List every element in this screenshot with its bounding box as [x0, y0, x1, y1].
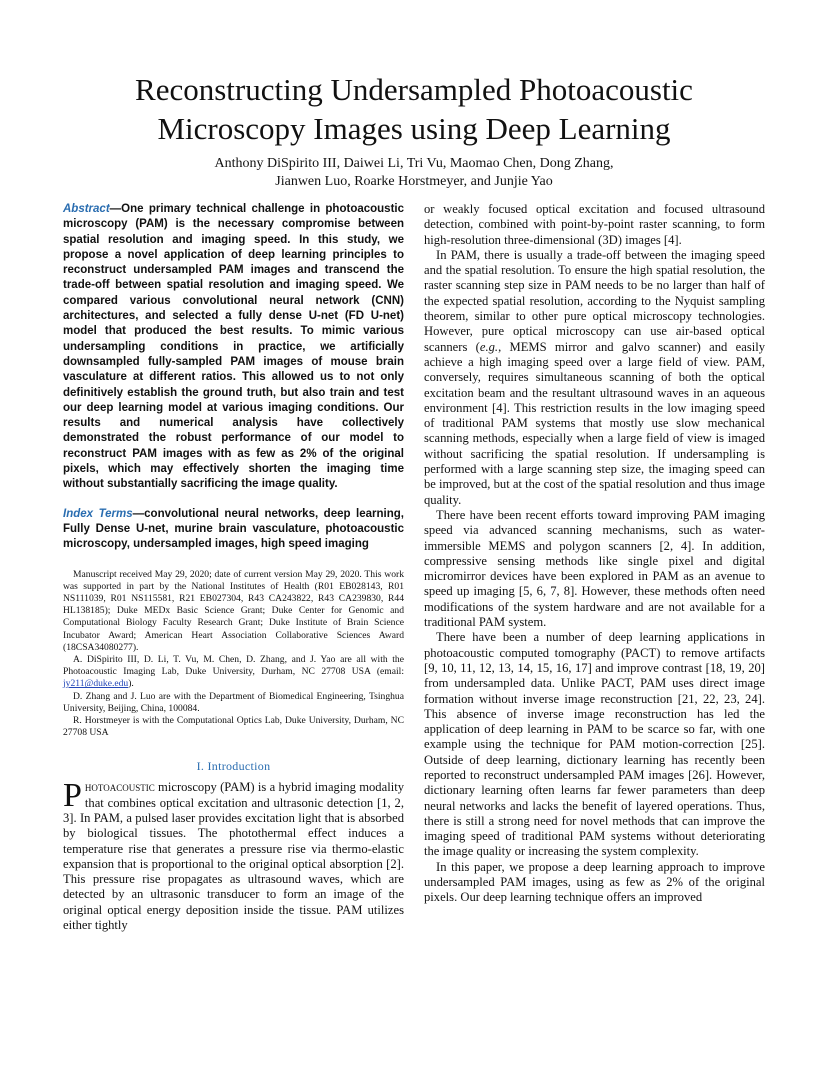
- author-line-1: Anthony DiSpirito III, Daiwei Li, Tri Vu, Maomao Chen, Dong Zhang,: [214, 156, 614, 171]
- footnote-affiliation-1: [63, 654, 404, 691]
- section-heading-introduction: I. Introduction: [196, 759, 271, 774]
- intro-paragraph-5: In this paper, we propose a deep learning approach to improve undersampled PAM images, using as few as 2% of the original pixels. Our deep learning technique offers an improved: [424, 859, 765, 905]
- abstract-text: —One primary technical challenge in photoacoustic microscopy (PAM) is the necessary compromise between spatial resolution and imaging speed. In this study, we propose a novel application of deep learning principles to reconstruct undersampled PAM images and transcend the trade-off between spatial resolution and imaging speed. We compared various convolutional neural network (CNN) architectures, and selected a fully dense U-net (FD U-net) model that produced the best results. To mimic various undersampling conditions in practice, we artificially downsampled fully-sampled PAM images of mouse brain vasculature at different ratios. This allowed us to not only definitively establish the ground truth, but also train and test our deep learning model at various imaging conditions. Our results and numerical analysis have collectively demonstrated the robust performance of our model to reconstruct PAM images with as few as 2% of the original pixels, which may effectively shorten the imaging time without substantially sacrificing the image quality.: [63, 203, 404, 491]
- intro-paragraph-1: [63, 777, 404, 933]
- footnote-manuscript: Manuscript received May 29, 2020; date of current version May 29, 2020. This work was supported in part by the National Institutes of Health (R01 EB028143, R01 NS111039, R01 NS115581, R21 EB027304, R43 CA243822, R43 CA239830, R44 HL138185); Duke MEDx Basic Science Grant; Duke Center for Genomic and Computational Biology Faculty Research Grant; Duke Institute of Brain Science Incubator Award; American Heart Association Collaborative Sciences Award (18CSA34080277).: [63, 568, 404, 653]
- intro-paragraph-4: There have been a number of deep learning applications in photoacoustic computed tomography (PACT) to remove artifacts [9, 10, 11, 12, 13, 14, 15, 16, 17] and improve contrast [18, 19, 20] from undersampled data. Unlike PACT, PAM uses direct image formation without inverse image reconstruction [21, 22, 23, 24]. This absence of inverse image reconstruction has led the application of deep learning in PAM to be scarce so far, with one example using the technique for PAM motion-correction [25]. Outside of deep learning, dictionary learning has recently been reported to reconstruct undersampled PAM images [26]. However, dictionary learning often learns far fewer parameters than deep neural networks and lacks the benefit of layered operations. Thus, there is still a strong need for novel methods that can improve the imaging speed of traditional PAM systems without deteriorating the image quality or increasing the system complexity.: [424, 630, 765, 859]
- footnote-affiliation-2: D. Zhang and J. Luo are with the Department of Biomedical Engineering, Tsinghua University, Beijing, China, 100084.: [63, 690, 404, 714]
- index-terms-label: Index Terms: [63, 507, 133, 520]
- email-link[interactable]: jy211@duke.edu: [63, 678, 129, 690]
- footnote-affiliation-1-end: ).: [128, 678, 134, 690]
- intro-paragraph-3: There have been recent efforts toward improving PAM imaging speed via advanced scanning mechanisms, such as water-immersible MEMS and polygon scanners [2, 4]. In addition, compressive sensing methods like single pixel and digital micromirror devices have been explored in PAM as an avenue to speed up imaging [5, 6, 7, 8]. However, these methods often need modifications of the system hardware and are not available for a traditional PAM system.: [424, 507, 765, 630]
- intro-paragraph-2: [424, 248, 765, 508]
- intro-paragraph-1-text: microscopy (PAM) is a hybrid imaging modality that combines optical excitation and ultrasonic detection [1, 2, 3]. In PAM, a pulsed laser provides excitation light that is absorbed by biological tissues. The photothermal effect induces a temperature rise that generates a pressure rise via thermo-elastic expansion that is proportional to the original optical absorption [2]. This pressure rise propagates as ultrasound waves, which are detected by an ultrasonic transducer to form an image of the original optical energy deposition inside the tissue. PAM utilizes either tightly: [63, 780, 404, 933]
- right-column: [424, 202, 765, 906]
- eg-abbrev: e.g.: [479, 339, 499, 354]
- index-terms: [63, 507, 404, 553]
- index-terms-text: —convolutional neural networks, deep learning, Fully Dense U-net, murine brain vasculature, photoacoustic microscopy, undersampled images, high speed imaging: [63, 507, 404, 551]
- paper-title: [40, 70, 788, 148]
- paper-title-line-2: Microscopy Images using Deep Learning: [157, 111, 671, 146]
- author-list: [40, 155, 788, 191]
- left-column: [63, 202, 404, 933]
- footnote-affiliation-1-text: A. DiSpirito III, D. Li, T. Vu, M. Chen, D. Zhang, and J. Yao are all with the Photoacoustic Imaging Lab, Duke University, Durham, NC 27708 USA (email:: [63, 653, 404, 678]
- drop-cap: P: [63, 777, 82, 815]
- lead-word: hotoacoustic: [84, 780, 155, 795]
- intro-paragraph-1-continued: or weakly focused optical excitation and focused ultrasound detection, combined with point-by-point raster scanning, to form high-resolution three-dimensional (3D) images [4].: [424, 202, 765, 247]
- paper-title-line-1: Reconstructing Undersampled Photoacoustic: [135, 72, 693, 107]
- intro-paragraph-2-part-b: , MEMS mirror and galvo scanner) and easily achieve a high imaging speed over a large field of view. PAM, conversely, requires simultaneous scanning of both the optical excitation beam and the resultant ultrasound waves in an aqueous environment [4]. This restriction results in the low imaging speed of traditional PAM systems that mostly use slow mechanical scanning methods, especially when a large field of view is imaged without sacrificing the spatial resolution. If undersampling is performed with a large scanning step size, the imaging speed can be improved, but at the cost of the spatial resolution and thus image quality.: [424, 339, 766, 507]
- footnote-affiliation-3: R. Horstmeyer is with the Computational Optics Lab, Duke University, Durham, NC 27708 USA: [63, 714, 404, 739]
- intro-paragraph-2-part-a: In PAM, there is usually a trade-off between the imaging speed and the spatial resolution. To ensure the high spatial resolution, the raster scanning step size in PAM needs to be no larger than half of the expected spatial resolution, according to the Nyquist sampling theorem, similar to other pure optical microscopy technologies. However, pure optical microscopy can use air-based optical scanners (: [424, 247, 765, 354]
- abstract: [63, 202, 404, 493]
- abstract-label: Abstract: [63, 203, 110, 215]
- footnotes: [63, 569, 404, 740]
- author-line-2: Jianwen Luo, Roarke Horstmeyer, and Junjie Yao: [275, 174, 553, 189]
